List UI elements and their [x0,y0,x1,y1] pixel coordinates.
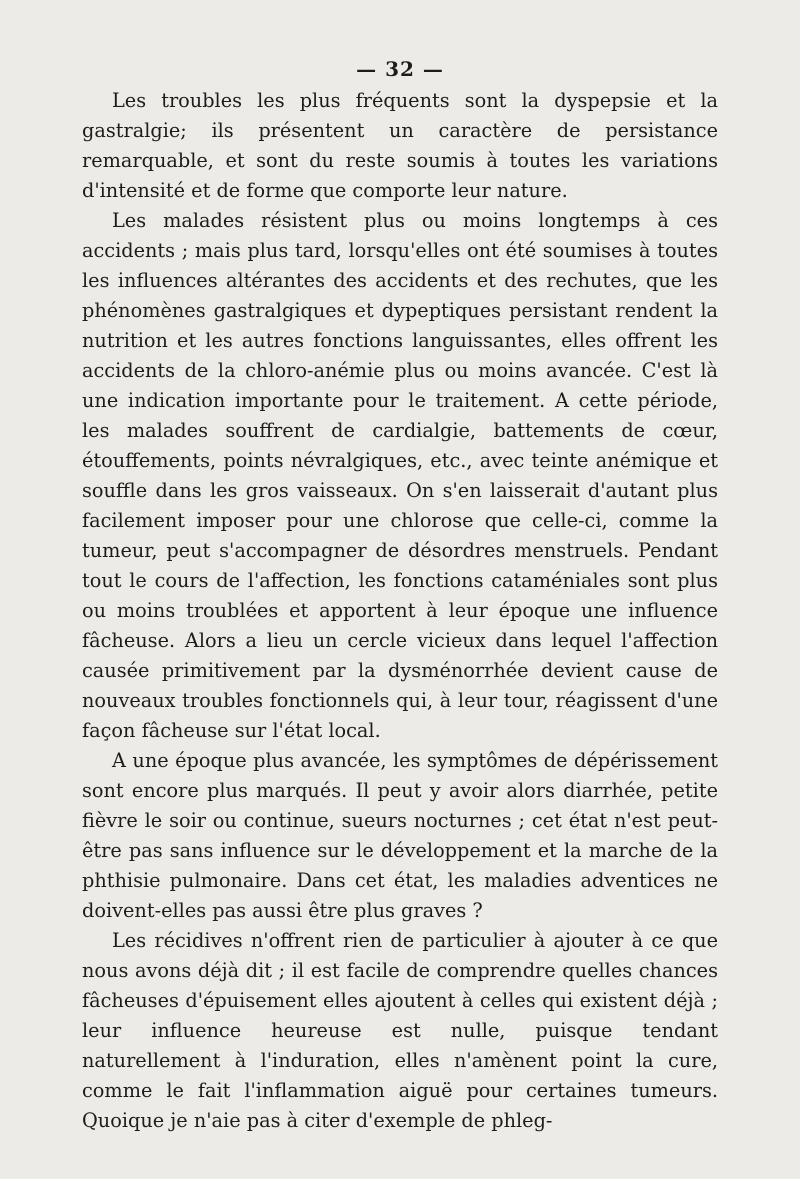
paragraph-2: Les malades résistent plus ou moins longtemps à ces accidents ; mais plus tard, lorsqu'elles ont été soumises à toutes les influences altérantes des accidents et des rechutes, que les phénomènes gastralgiques et dypeptiques persistant rendent la nutrition et les autres fonctions languissantes, elles offrent les accidents de la chloro-anémie plus ou moins avancée. C'est là une indication importante pour le traitement. A cette période, les malades souffrent de cardialgie, battements de cœur, étouffements, points névralgiques, etc., avec teinte anémique et souffle dans les gros vaisseaux. On s'en laisserait d'autant plus facilement imposer pour une chlorose que celle-ci, comme la tumeur, peut s'accompagner de désordres menstruels. Pendant tout le cours de l'affection, les fonctions cataméniales sont plus ou moins troublées et apportent à leur époque une influence fâcheuse. Alors a lieu un cercle vicieux dans lequel l'affection causée primitivement par la dysménorrhée devient cause de nouveaux troubles fonctionnels qui, à leur tour, réagissent d'une façon fâcheuse sur l'état local. [82,209,718,742]
paragraph-3: A une époque plus avancée, les symptômes de dépérissement sont encore plus marqués. Il peut y avoir alors diarrhée, petite fièvre le soir ou continue, sueurs nocturnes ; cet état n'est peut-être pas sans influence sur le développement et la marche de la phthisie pulmonaire. Dans cet état, les maladies adventices ne doivent-elles pas aussi être plus graves ? [82,749,718,922]
paragraph-1: Les troubles les plus fréquents sont la dyspepsie et la gastralgie; ils présentent un caractère de persistance remarquable, et sont du reste soumis à toutes les variations d'intensité et de forme que comporte leur nature. [82,89,718,202]
paragraph-4: Les récidives n'offrent rien de particulier à ajouter à ce que nous avons déjà dit ; il est facile de comprendre quelles chances fâcheuses d'épuisement elles ajoutent à celles qui existent déjà ; leur influence heureuse est nulle, puisque tendant naturellement à l'induration, elles n'amènent point la cure, comme le fait l'inflammation aiguë pour certaines tumeurs. Quoique je n'aie pas à citer d'exemple de phleg- [82,929,718,1132]
page-number: — 32 — [356,57,444,81]
